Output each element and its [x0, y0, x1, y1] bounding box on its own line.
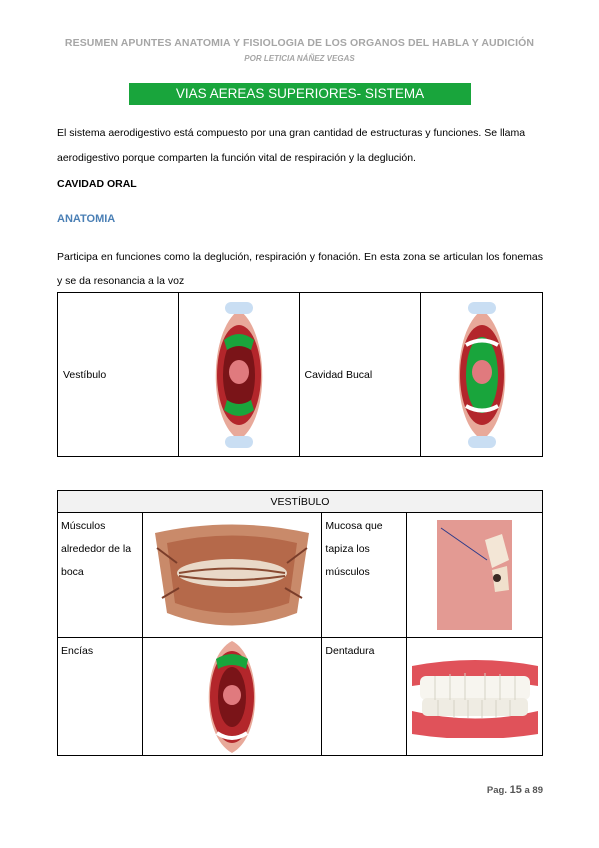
table-header-vestibulo: VESTÍBULO — [58, 491, 543, 513]
header-title: RESUMEN APUNTES ANATOMIA Y FISIOLOGIA DE LOS ORGANOS DEL HABLA Y AUDICIÓN — [64, 37, 535, 49]
anatomy-heading: ANATOMIA — [57, 213, 116, 225]
mouth-vestibule-image — [199, 300, 279, 450]
teeth-image — [410, 656, 540, 738]
cell-vestibulo: Vestíbulo — [58, 293, 179, 457]
teeth-photo — [407, 638, 543, 756]
footer-page-number: 15 — [509, 784, 522, 796]
cell-mucosa: Mucosa que tapiza los músculos — [322, 513, 407, 638]
cell-musculos: Músculos alrededor de la boca — [58, 513, 143, 638]
subheading-cavidad-oral: CAVIDAD ORAL — [57, 178, 137, 190]
footer-prefix: Pag. — [486, 785, 510, 796]
mouth-illustration-bucal — [421, 293, 543, 457]
oral-mucosa-image — [437, 520, 512, 630]
cell-cavidad-bucal: Cavidad Bucal — [299, 293, 421, 457]
mouth-bucal-image — [442, 300, 522, 450]
oral-cavity-table — [57, 292, 543, 457]
vestibule-table — [57, 490, 543, 756]
cell-dentadura: Dentadura — [322, 638, 407, 756]
cell-encias: Encías — [58, 638, 143, 756]
mucosa-photo — [407, 513, 543, 638]
mouth-illustration-vestibule — [178, 293, 299, 457]
footer-suffix: a 89 — [521, 785, 543, 796]
section-banner: VIAS AEREAS SUPERIORES- SISTEMA AERODIGESTIVO — [129, 83, 471, 105]
page-header — [0, 37, 599, 63]
anatomy-paragraph: Participa en funciones como la deglución, respiración y fonación. En esta zona se articulan los fonemas y se da resonancia a la voz — [57, 251, 543, 287]
muscles-illustration — [142, 513, 322, 638]
gums-illustration — [142, 638, 322, 756]
orbicularis-muscle-image — [147, 518, 317, 633]
page-footer — [487, 784, 543, 796]
intro-paragraph: El sistema aerodigestivo está compuesto por una gran cantidad de estructuras y funciones. Se llama aerodigestivo porque comparten la función vital de respiración y la deglución. — [57, 127, 526, 164]
mouth-gums-image — [192, 641, 272, 753]
header-author: POR LETICIA NÁÑEZ VEGAS — [244, 54, 355, 63]
